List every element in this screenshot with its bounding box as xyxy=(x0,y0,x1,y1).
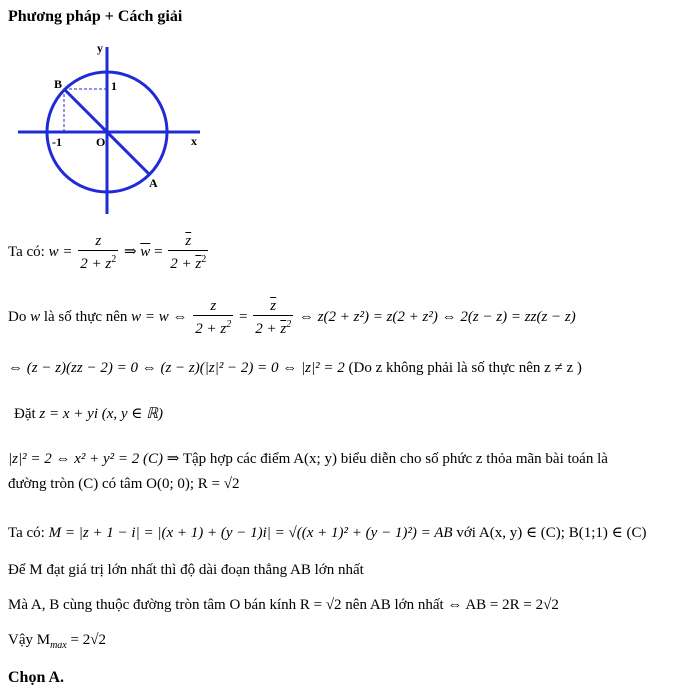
line-3: ⇔ (z − z)(zz − 2) = 0 ⇔ (z − z)(|z|² − 2) = 0 ⇔ |z|² = 2 (Do z không phải là số thực nên z ≠ z ) xyxy=(8,360,582,376)
line-9: Mà A, B cùng thuộc đường tròn tâm O bán kính R = √2 nên AB lớn nhất ⇔ AB = 2R = 2√2 xyxy=(8,597,559,613)
line-1: Ta có: w = $\frac{z}{2 + z^2}$ ⇒ $\overline{w}$ = $\frac{\overline{z}}{2 + \overline{z}^2}$ xyxy=(8,233,207,272)
line-5: |z|² = 2 ⇔ x² + y² = 2 (C) ⇒ Tập hợp các điểm A(x; y) biểu diễn cho số phức z thỏa mãn bài toán là xyxy=(8,451,608,467)
label-o: O xyxy=(96,135,106,149)
label-y: y xyxy=(97,41,103,55)
line-2: Do w là số thực nên w = w ⇔ $\frac{z}{2 + z^2}$ = $\frac{\overline{z}}{2 + \overline{z}^2}$ ⇔ z(2 + z²) = z(2 + z²) ⇔ 2(z − z) = zz(z − z) xyxy=(8,298,576,337)
line-7: Ta có: M = |z + 1 − i| = |(x + 1) + (y − 1)i| = √((x + 1)² + (y − 1)²) = AB với A(x, y) ∈ (C); B(1;1) ∈ (C) xyxy=(8,525,647,541)
label-one: 1 xyxy=(111,79,117,93)
line-4: Đặt z = x + yi (x, y ∈ ℝ) xyxy=(14,406,164,422)
label-minus-one: -1 xyxy=(52,135,62,149)
label-b: B xyxy=(54,77,63,91)
answer: Chọn A. xyxy=(8,669,65,686)
line-8: Để M đạt giá trị lớn nhất thì độ dài đoạn thẳng AB lớn nhất xyxy=(8,562,364,578)
label-x: x xyxy=(191,134,197,148)
heading: Phương pháp + Cách giải xyxy=(8,8,183,25)
line-10: Vậy $M_{max} = 2√2$ xyxy=(8,632,106,651)
label-a: A xyxy=(149,176,158,190)
line-6: đường tròn (C) có tâm O(0; 0); R = √2 xyxy=(8,476,240,492)
